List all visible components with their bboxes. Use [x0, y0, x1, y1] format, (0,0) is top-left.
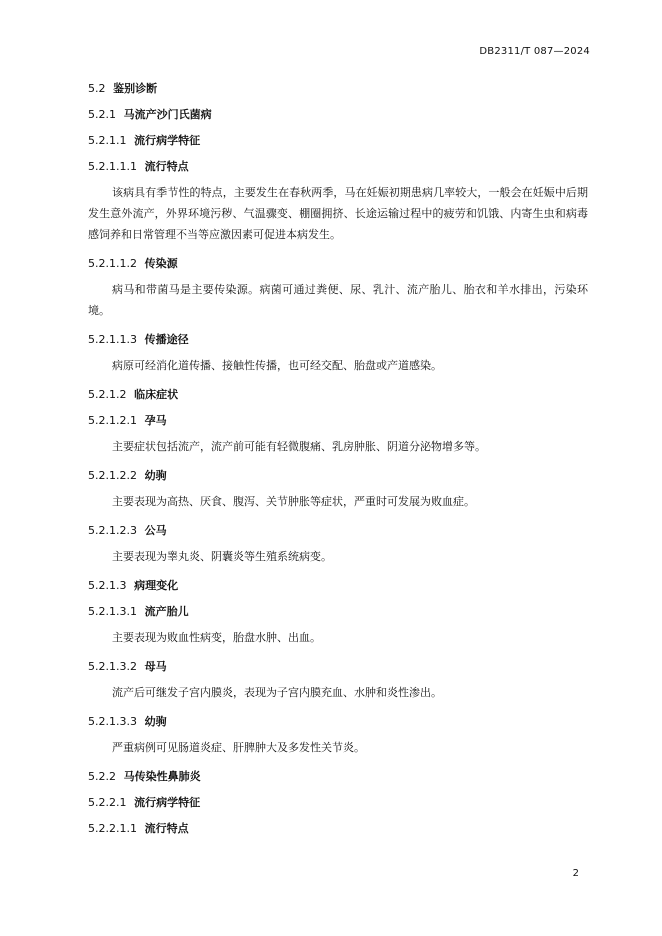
section-heading [88, 603, 588, 620]
section-title: 传染源 [144, 257, 178, 270]
section-title: 母马 [144, 660, 167, 673]
section-title: 流行特点 [144, 822, 189, 835]
section-title: 流行病学特征 [134, 134, 201, 147]
document-body [88, 80, 588, 846]
section-number: 5.2.1.2 [88, 388, 127, 401]
section-title: 鉴别诊断 [113, 82, 158, 95]
section-title: 流产胎儿 [144, 605, 189, 618]
section-heading [88, 106, 588, 123]
section-number: 5.2.1.1.1 [88, 160, 137, 173]
section-number: 5.2.1.2.1 [88, 414, 137, 427]
paragraph: 流产后可继发子宫内膜炎，表现为子宫内膜充血、水肿和炎性渗出。 [112, 686, 442, 699]
section-title: 传播途径 [144, 333, 189, 346]
paragraph: 该病具有季节性的特点，主要发生在春秋两季，马在妊娠初期患病几率较大，一般会在妊娠中后期发生意外流产，外界环境污秽、气温骤变、棚圈拥挤、长途运输过程中的疲劳和饥饿、内寄生虫和病毒感饲养和日常管理不当等应激因素可促进本病发生。 [88, 186, 588, 241]
paragraph: 主要表现为败血性病变，胎盘水肿、出血。 [112, 631, 321, 644]
paragraph: 主要表现为睾丸炎、阴囊炎等生殖系统病变。 [112, 550, 332, 563]
paragraph: 病马和带菌马是主要传染源。病菌可通过粪便、尿、乳汁、流产胎儿、胎衣和羊水排出，污染环境。 [88, 283, 588, 317]
section-heading [88, 386, 588, 403]
section-number: 5.2.1.3.3 [88, 715, 137, 728]
section-number: 5.2.1.3.1 [88, 605, 137, 618]
section-heading [88, 80, 588, 97]
section-title: 病理变化 [134, 579, 179, 592]
section-number: 5.2.1.2.3 [88, 524, 137, 537]
section-heading [88, 768, 588, 785]
document-header-id: DB2311/T 087—2024 [479, 46, 590, 57]
section-heading [88, 158, 588, 175]
section-title: 幼驹 [144, 469, 167, 482]
section-heading [88, 577, 588, 594]
section-heading [88, 331, 588, 348]
section-heading [88, 794, 588, 811]
section-title: 流行病学特征 [134, 796, 201, 809]
section-heading [88, 412, 588, 429]
paragraph: 病原可经消化道传播、接触性传播，也可经交配、胎盘或产道感染。 [112, 359, 442, 372]
section-title: 流行特点 [144, 160, 189, 173]
section-number: 5.2 [88, 82, 106, 95]
section-heading [88, 658, 588, 675]
section-heading [88, 522, 588, 539]
section-heading [88, 467, 588, 484]
section-title: 幼驹 [144, 715, 167, 728]
page-number: 2 [572, 868, 579, 879]
section-title: 孕马 [144, 414, 167, 427]
section-title: 公马 [144, 524, 167, 537]
paragraph: 严重病例可见肠道炎症、肝脾肿大及多发性关节炎。 [112, 741, 365, 754]
section-number: 5.2.1.2.2 [88, 469, 137, 482]
section-heading [88, 132, 588, 149]
section-heading [88, 713, 588, 730]
section-title: 马流产沙门氏菌病 [123, 108, 212, 121]
section-number: 5.2.2.1 [88, 796, 127, 809]
section-heading [88, 820, 588, 837]
section-number: 5.2.1.3 [88, 579, 127, 592]
section-heading [88, 255, 588, 272]
section-number: 5.2.1.1.3 [88, 333, 137, 346]
section-title: 临床症状 [134, 388, 179, 401]
paragraph: 主要表现为高热、厌食、腹泻、关节肿胀等症状，严重时可发展为败血症。 [112, 495, 475, 508]
section-number: 5.2.1.1 [88, 134, 127, 147]
section-number: 5.2.2 [88, 770, 116, 783]
section-number: 5.2.1 [88, 108, 116, 121]
section-number: 5.2.1.3.2 [88, 660, 137, 673]
paragraph: 主要症状包括流产，流产前可能有轻微腹痛、乳房肿胀、阴道分泌物增多等。 [112, 440, 486, 453]
section-title: 马传染性鼻肺炎 [123, 770, 201, 783]
section-number: 5.2.1.1.2 [88, 257, 137, 270]
section-number: 5.2.2.1.1 [88, 822, 137, 835]
